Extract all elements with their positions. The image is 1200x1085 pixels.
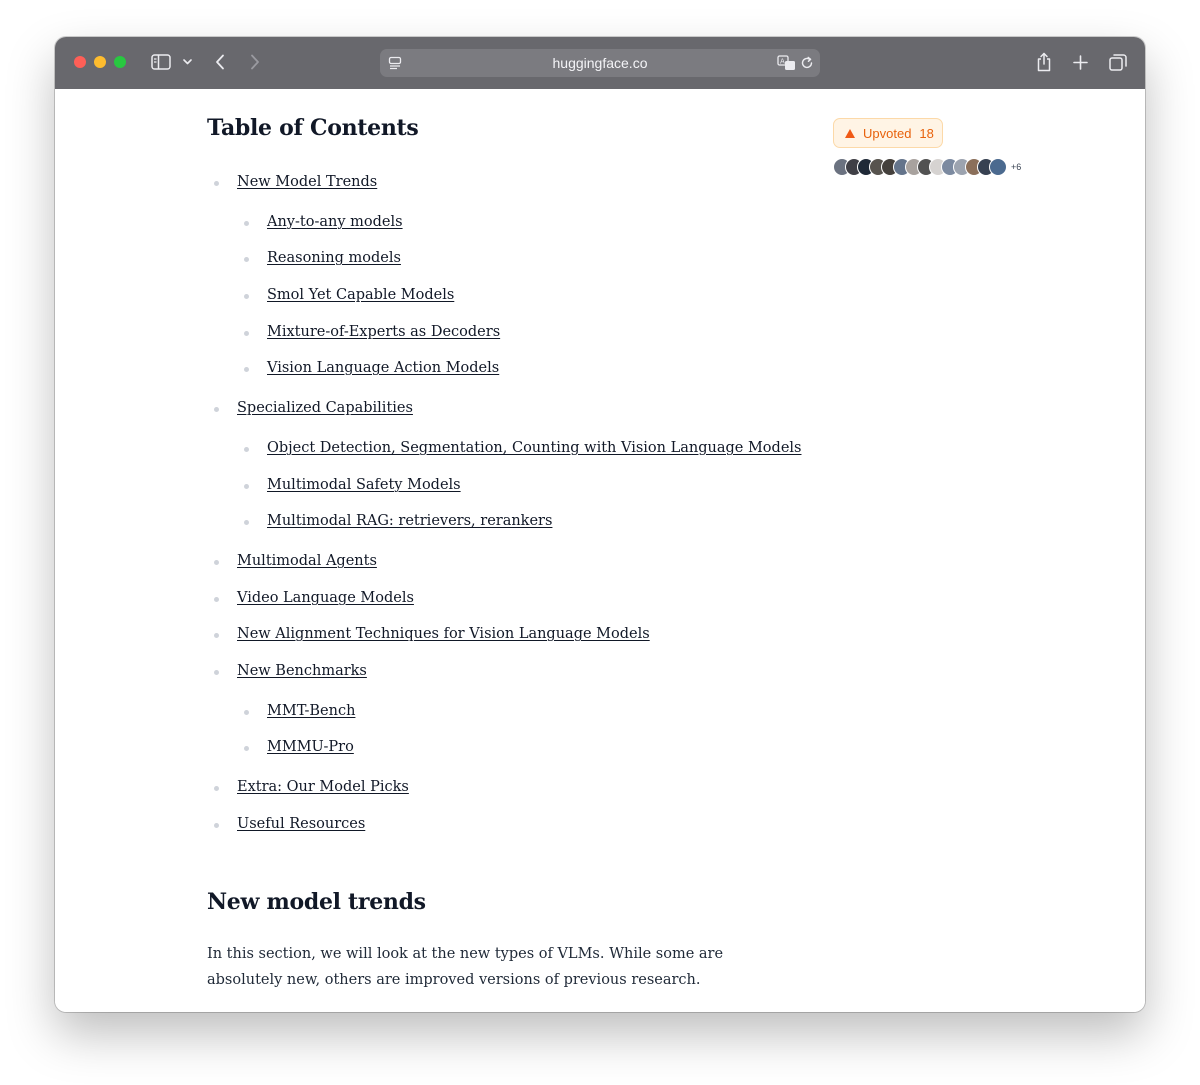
upvoter-avatars[interactable] xyxy=(833,157,1021,177)
bullet-icon xyxy=(244,367,249,372)
toc-item xyxy=(267,287,454,303)
toc-item xyxy=(267,324,500,340)
toc-link[interactable]: Multimodal Safety Models xyxy=(267,477,461,493)
toc-item xyxy=(237,590,414,606)
upvote-button[interactable] xyxy=(833,118,943,148)
share-icon[interactable] xyxy=(1035,51,1053,73)
upvote-label: Upvoted xyxy=(863,125,912,141)
upvote-count: 18 xyxy=(919,125,934,141)
bullet-icon xyxy=(244,447,249,452)
toc-item xyxy=(237,553,377,569)
toc-link[interactable]: Video Language Models xyxy=(237,590,414,606)
forward-icon[interactable] xyxy=(248,52,262,72)
bullet-icon xyxy=(244,331,249,336)
minimize-window-button[interactable] xyxy=(94,56,106,68)
plus-icon[interactable] xyxy=(1071,53,1089,71)
svg-text:A: A xyxy=(779,57,785,66)
tabs-overview-icon[interactable] xyxy=(1108,53,1128,72)
toc-link[interactable]: Multimodal Agents xyxy=(237,553,377,569)
toc-item xyxy=(237,663,367,679)
more-upvoters-count[interactable]: +6 xyxy=(1011,162,1022,172)
toc-link[interactable]: New Benchmarks xyxy=(237,663,367,679)
back-icon[interactable] xyxy=(213,52,227,72)
bullet-icon xyxy=(214,560,219,565)
sidebar-icon[interactable] xyxy=(150,53,172,71)
toc-link[interactable]: MMT-Bench xyxy=(267,703,356,719)
toc-item xyxy=(237,174,377,190)
bullet-icon xyxy=(214,823,219,828)
toc-item xyxy=(267,360,499,376)
bullet-icon xyxy=(214,597,219,602)
toc-item xyxy=(267,513,552,529)
bullet-icon xyxy=(244,746,249,751)
toc-item xyxy=(267,477,461,493)
toc-link[interactable]: Object Detection, Segmentation, Counting with Vision Language Models xyxy=(267,440,802,456)
toc-link[interactable]: Extra: Our Model Picks xyxy=(237,779,409,795)
browser-toolbar xyxy=(55,37,1145,89)
bullet-icon xyxy=(244,710,249,715)
toc-link[interactable]: Specialized Capabilities xyxy=(237,400,413,416)
bullet-icon xyxy=(214,407,219,412)
toc-link[interactable]: Smol Yet Capable Models xyxy=(267,287,455,303)
toc-item xyxy=(237,400,413,416)
upvote-arrow-icon xyxy=(845,129,855,138)
url-text[interactable]: huggingface.co xyxy=(552,55,648,71)
section-paragraph: In this section, we will look at the new types of VLMs. While some are absolutely new, others are improved versions of previous research. xyxy=(207,946,724,988)
toc-link[interactable]: Multimodal RAG: retrievers, rerankers xyxy=(267,513,553,529)
toc-link[interactable]: MMMU-Pro xyxy=(267,739,354,755)
toc-link[interactable]: New Alignment Techniques for Vision Language Models xyxy=(237,626,650,642)
zoom-window-button[interactable] xyxy=(114,56,126,68)
bullet-icon xyxy=(244,520,249,525)
toc-link[interactable]: Useful Resources xyxy=(237,816,366,832)
reload-icon[interactable] xyxy=(799,55,815,71)
toc-link[interactable]: Reasoning models xyxy=(267,250,401,266)
bullet-icon xyxy=(214,633,219,638)
toc-item xyxy=(237,779,409,795)
bullet-icon xyxy=(214,181,219,186)
section-title: New model trends xyxy=(207,889,426,915)
toc-link[interactable]: Vision Language Action Models xyxy=(267,360,500,376)
browser-window xyxy=(55,37,1145,1012)
address-bar[interactable] xyxy=(380,49,820,77)
chevron-down-icon[interactable] xyxy=(181,57,193,67)
bullet-icon xyxy=(244,484,249,489)
close-window-button[interactable] xyxy=(74,56,86,68)
page-content xyxy=(55,89,1145,1012)
toc-item xyxy=(237,626,650,642)
bullet-icon xyxy=(214,786,219,791)
bullet-icon xyxy=(244,294,249,299)
toc-link[interactable]: Mixture-of-Experts as Decoders xyxy=(267,324,501,340)
toc-item xyxy=(267,703,355,719)
toc-title: Table of Contents xyxy=(207,115,419,141)
bullet-icon xyxy=(214,670,219,675)
toc-item xyxy=(237,816,365,832)
translate-icon[interactable] xyxy=(776,54,796,72)
toc-item xyxy=(267,440,801,456)
avatar[interactable] xyxy=(989,158,1007,176)
bullet-icon xyxy=(244,257,249,262)
toc-link[interactable]: Any-to-any models xyxy=(267,214,403,230)
bullet-icon xyxy=(244,221,249,226)
toc-item xyxy=(267,739,354,755)
toc-item xyxy=(267,250,401,266)
toc-link[interactable]: New Model Trends xyxy=(237,174,378,190)
toc-item xyxy=(267,214,403,230)
